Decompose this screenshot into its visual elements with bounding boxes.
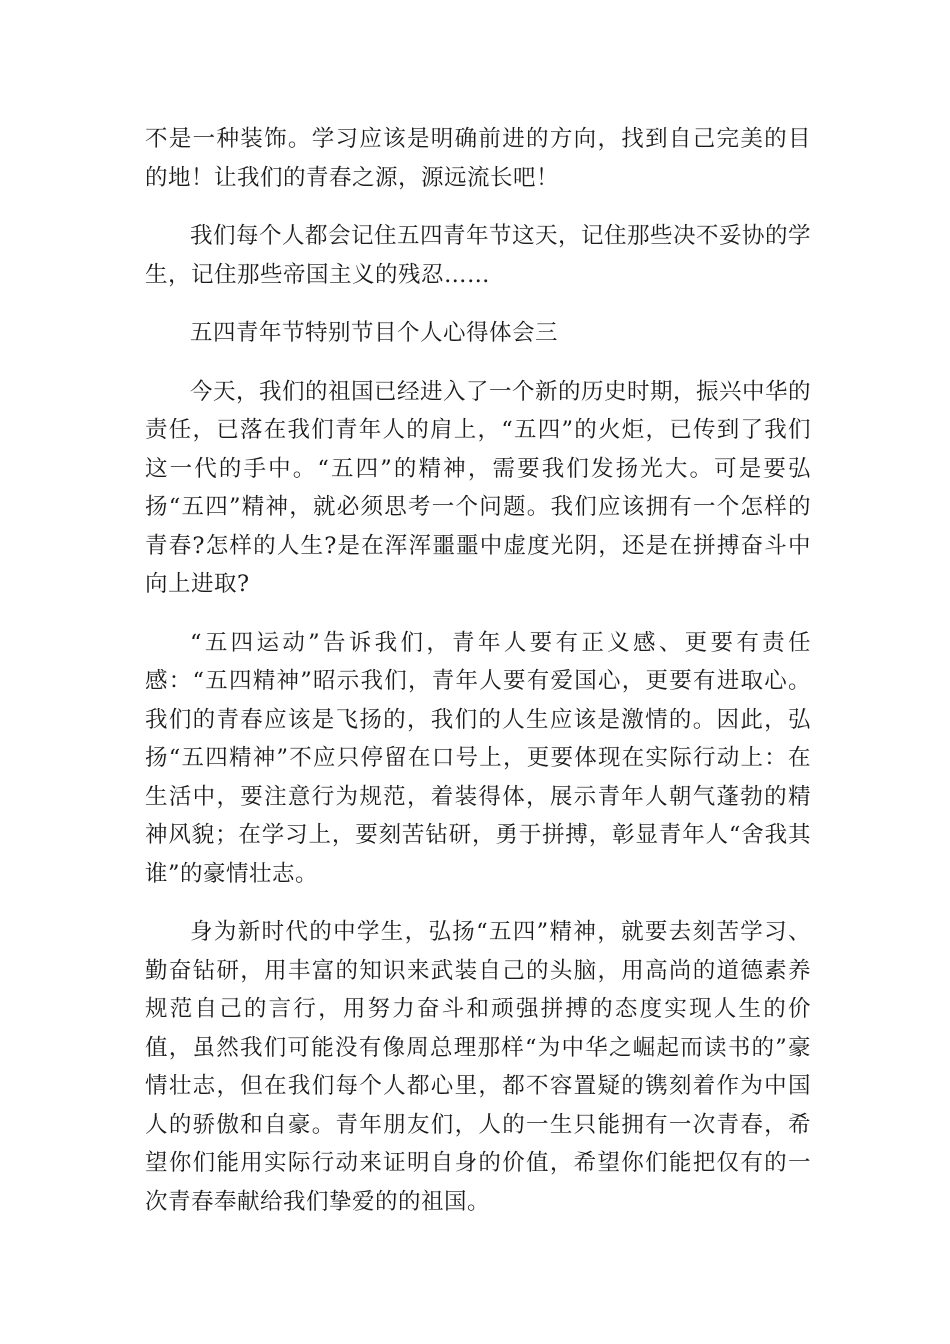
paragraph-continuation: 不是一种装饰。学习应该是明确前进的方向，找到自己完美的目的地！让我们的青春之源，源远流长吧！ (145, 126, 811, 191)
document-page (145, 120, 811, 1241)
paragraph-may-fourth-movement: “五四运动”告诉我们，青年人要有正义感、更要有责任感：“五四精神”昭示我们，青年人要有爱国心，更要有进取心。我们的青春应该是飞扬的，我们的人生应该是激情的。因此，弘扬“五四精神”不应只停留在口号上，更要体现在实际行动上：在生活中，要注意行为规范，着装得体，展示青年人朝气蓬勃的精神风貌；在学习上，要刻苦钻研，勇于拼搏，彰显青年人“舍我其谁”的豪情壮志。 (145, 629, 811, 887)
section-heading: 五四青年节特别节目个人心得体会三 (190, 320, 559, 346)
paragraph-today: 今天，我们的祖国已经进入了一个新的历史时期，振兴中华的责任，已落在我们青年人的肩上，“五四”的火炬，已传到了我们这一代的手中。“五四”的精神，需要我们发扬光大。可是要弘扬“五四”精神，就必须思考一个问题。我们应该拥有一个怎样的青春?怎样的人生?是在浑浑噩噩中虚度光阴，还是在拼搏奋斗中向上进取? (145, 378, 812, 597)
paragraph-student: 身为新时代的中学生，弘扬“五四”精神，就要去刻苦学习、勤奋钻研，用丰富的知识来武装自己的头脑，用高尚的道德素养规范自己的言行，用努力奋斗和顽强拼搏的态度实现人生的价值，虽然我们可能没有像周总理那样“为中华之崛起而读书的”豪情壮志，但在我们每个人都心里，都不容置疑的镌刻着作为中国人的骄傲和自豪。青年朋友们，人的一生只能拥有一次青春，希望你们能用实际行动来证明自身的价值，希望你们能把仅有的一次青春奉献给我们挚爱的的祖国。 (145, 919, 811, 1215)
paragraph-remember: 我们每个人都会记住五四青年节这天，记住那些决不妥协的学生，记住那些帝国主义的残忍…… (145, 223, 812, 288)
